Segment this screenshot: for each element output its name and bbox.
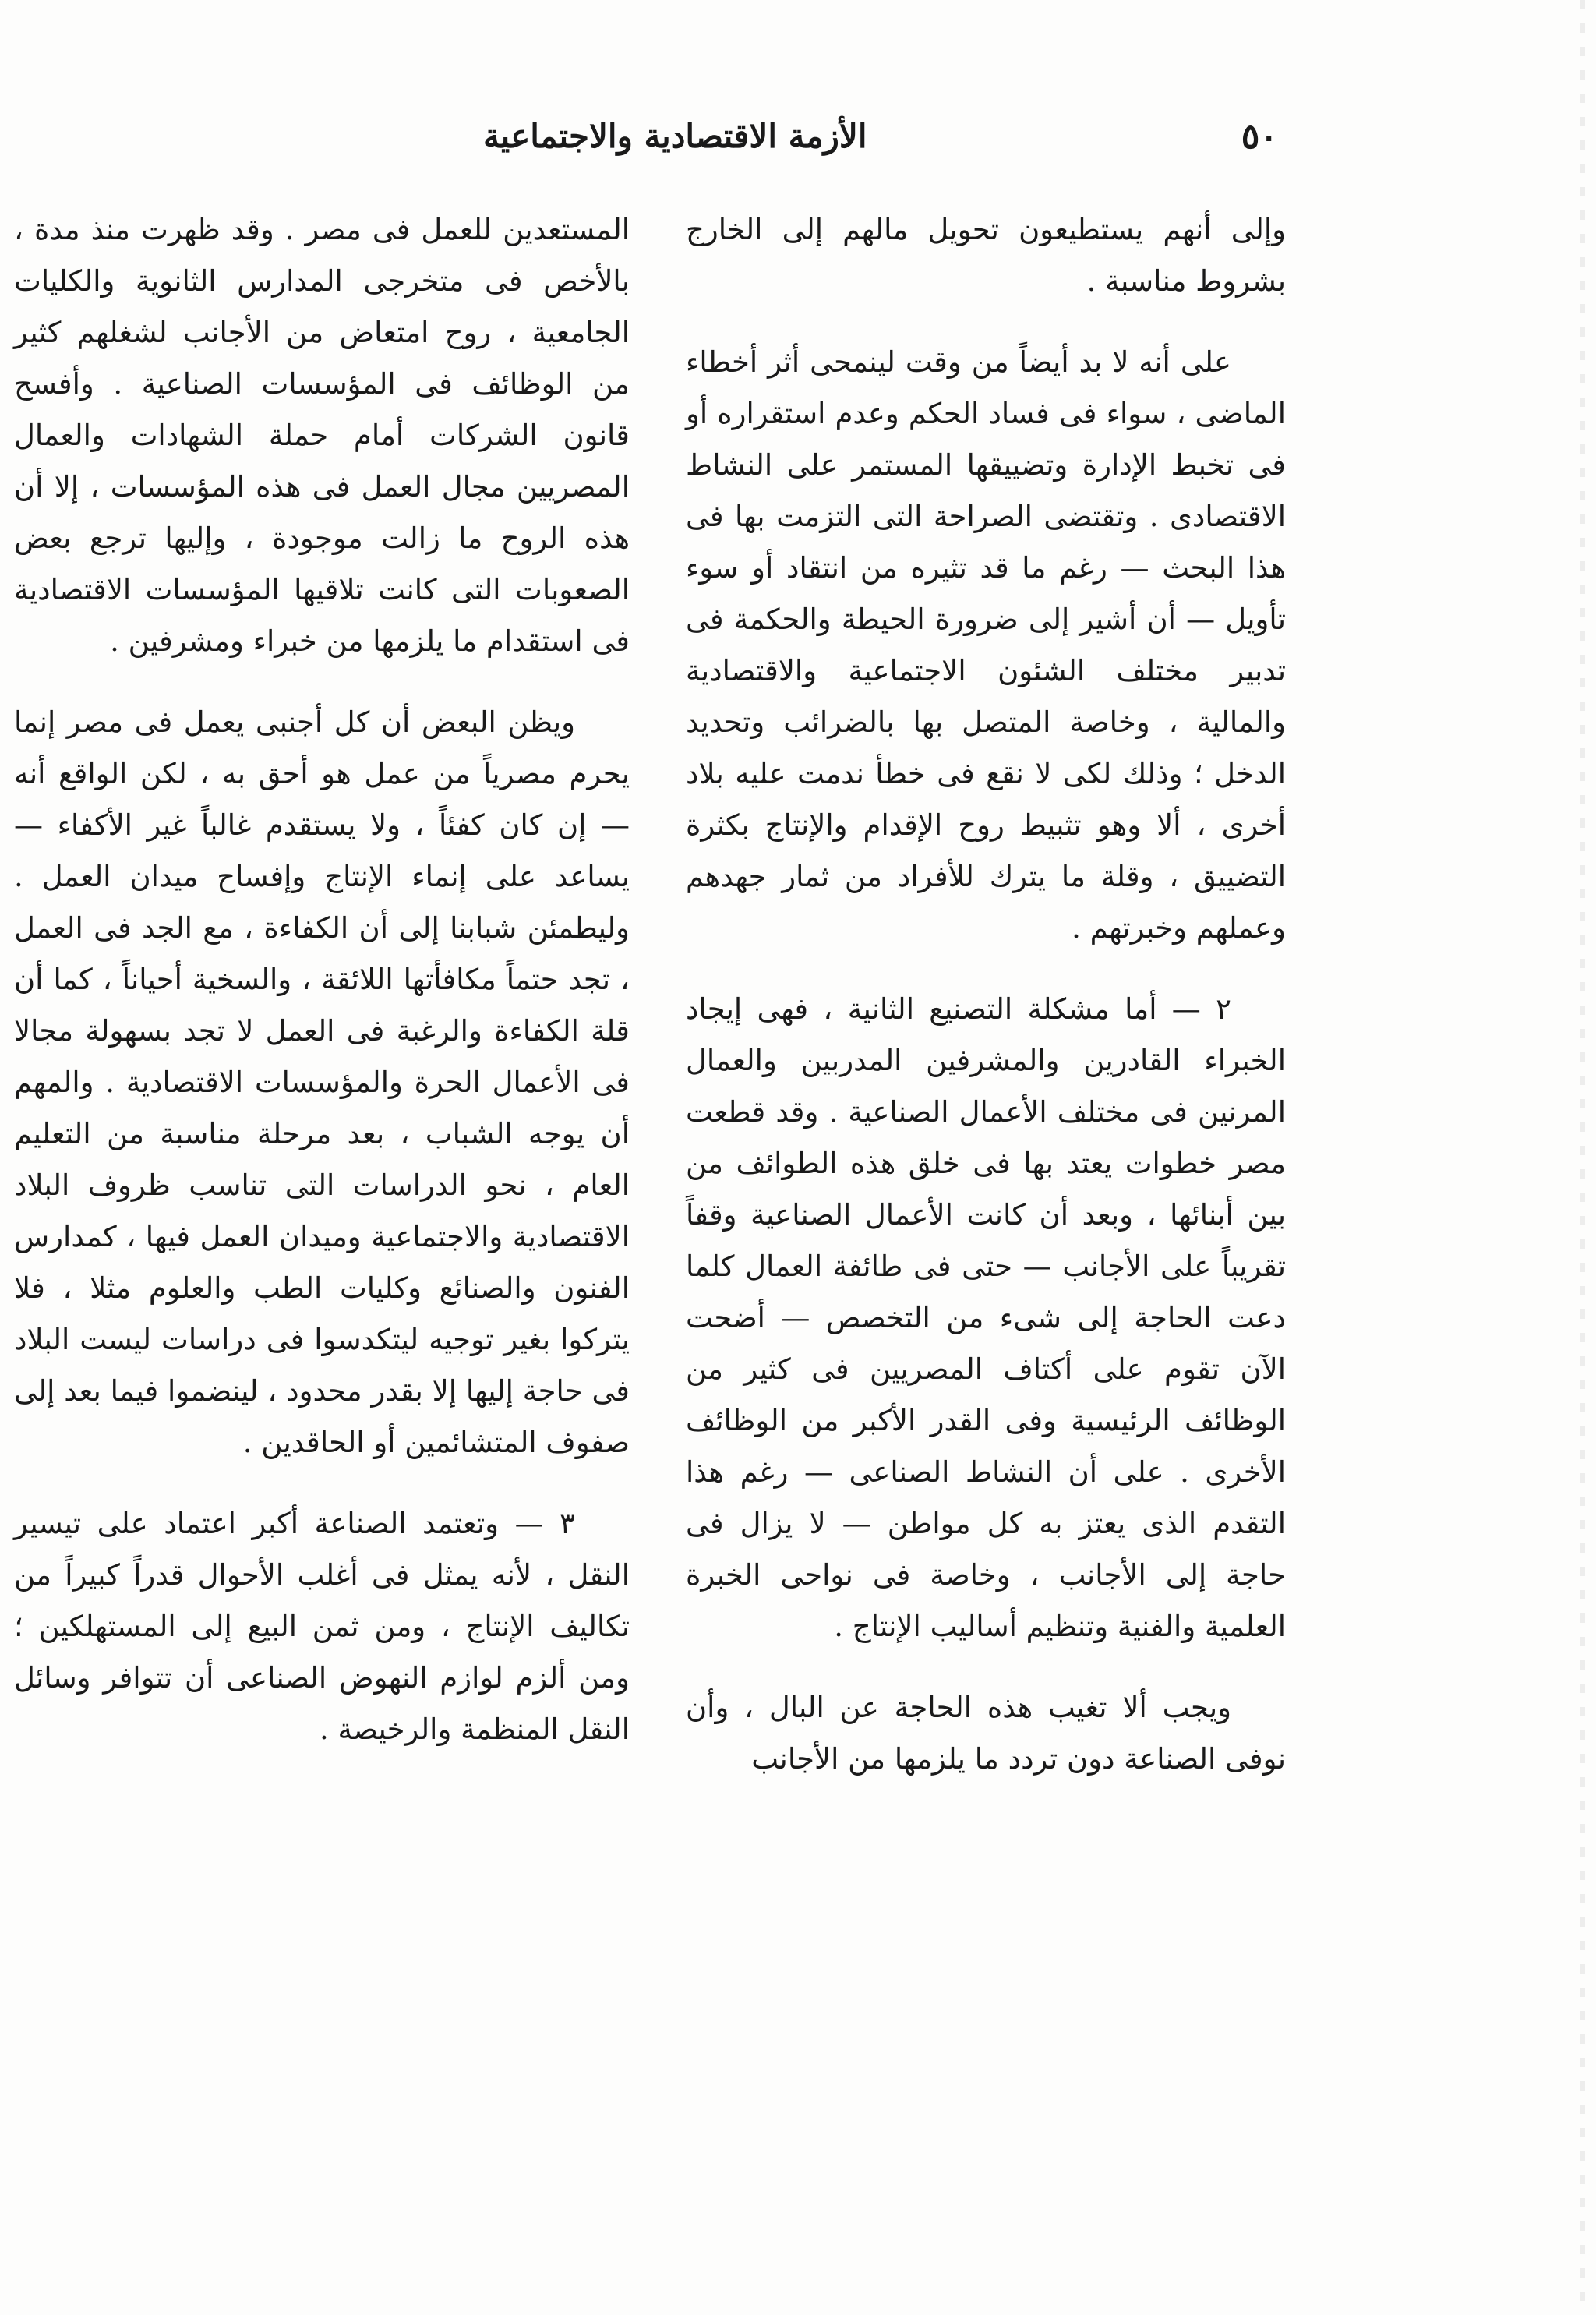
scan-edge [1580, 0, 1585, 2315]
running-title: الأزمة الاقتصادية والاجتماعية [483, 117, 867, 155]
left-column [14, 204, 630, 1785]
paragraph: وإلى أنهم يستطيعون تحويل مالهم إلى الخارج بشروط مناسبة . [686, 213, 1286, 298]
right-column [686, 204, 1286, 1815]
paragraph: ويظن البعض أن كل أجنبى يعمل فى مصر إنما يحرم مصرياً من عمل هو أحق به ، لكن الواقع أنه — إن كان كفئاً ، ولا يستقدم غالباً غير الأكفاء — يساعد على إنماء الإنتاج وإفساح ميدان العمل . وليطمئن شبابنا إلى أن الكفاءة ، مع الجد فى العمل ، تجد حتماً مكافأتها اللائقة ، والسخية أحياناً ، كما أن قلة الكفاءة والرغبة فى العمل لا تجد بسهولة مجالا فى الأعمال الحرة والمؤسسات الاقتصادية . والمهم أن يوجه الشباب ، بعد مرحلة مناسبة من التعليم العام ، نحو الدراسات التى تناسب ظروف البلاد الاقتصادية والاجتماعية وميدان العمل فيها ، كمدارس الفنون والصنائع وكليات الطب والعلوم مثلا ، فلا يتركوا بغير توجيه ليتكدسوا فى دراسات ليست البلاد فى حاجة إليها إلا بقدر محدود ، لينضموا فيما بعد إلى صفوف المتشائمين أو الحاقدين . [14, 705, 630, 1459]
paragraph: ٣ — وتعتمد الصناعة أكبر اعتماد على تيسير النقل ، لأنه يمثل فى أغلب الأحوال قدراً كبيراً من تكاليف الإنتاج ، ومن ثمن البيع إلى المستهلكين ؛ ومن ألزم لوازم النهوض الصناعى أن تتوافر وسائل النقل المنظمة والرخيصة . [14, 1507, 630, 1746]
page-number: ٥٠ [1241, 117, 1278, 157]
paragraph: ويجب ألا تغيب هذه الحاجة عن البال ، وأن نوفى الصناعة دون تردد ما يلزمها من الأجانب [686, 1691, 1286, 1776]
paragraph: المستعدين للعمل فى مصر . وقد ظهرت منذ مدة ، بالأخص فى متخرجى المدارس الثانوية والكليات الجامعية ، روح امتعاض من الأجانب لشغلهم كثير من الوظائف فى المؤسسات الصناعية . وأفسح قانون الشركات أمام حملة الشهادات والعمال المصريين مجال العمل فى هذه المؤسسات ، إلا أن هذه الروح ما زالت موجودة ، وإليها ترجع بعض الصعوبات التى كانت تلاقيها المؤسسات الاقتصادية فى استقدام ما يلزمها من خبراء ومشرفين . [14, 213, 630, 658]
page-header [483, 117, 1278, 171]
paragraph: ٢ — أما مشكلة التصنيع الثانية ، فهى إيجاد الخبراء القادرين والمشرفين المدربين والعمال المرنين فى مختلف الأعمال الصناعية . وقد قطعت مصر خطوات يعتد بها فى خلق هذه الطوائف من بين أبنائها ، وبعد أن كانت الأعمال الصناعية وقفاً تقريباً على الأجانب — حتى فى طائفة العمال كلما دعت الحاجة إلى شىء من التخصص — أضحت الآن تقوم على أكتاف المصريين فى كثير من الوظائف الرئيسية وفى القدر الأكبر من الوظائف الأخرى . على أن النشاط الصناعى — رغم هذا التقدم الذى يعتز به كل مواطن — لا يزال فى حاجة إلى الأجانب ، وخاصة فى نواحى الخبرة العلمية والفنية وتنظيم أساليب الإنتاج . [686, 992, 1286, 1643]
paragraph: على أنه لا بد أيضاً من وقت لينمحى أثر أخطاء الماضى ، سواء فى فساد الحكم وعدم استقراره أو فى تخبط الإدارة وتضييقها المستمر على النشاط الاقتصادى . وتقتضى الصراحة التى التزمت بها فى هذا البحث — رغم ما قد تثيره من انتقاد أو سوء تأويل — أن أشير إلى ضرورة الحيطة والحكمة فى تدبير مختلف الشئون الاجتماعية والاقتصادية والمالية ، وخاصة المتصل بها بالضرائب وتحديد الدخل ؛ وذلك لكى لا نقع فى خطأ ندمت عليه بلاد أخرى ، ألا وهو تثبيط روح الإقدام والإنتاج بكثرة التضييق ، وقلة ما يترك للأفراد من ثمار جهدهم وعملهم وخبرتهم . [686, 345, 1287, 945]
